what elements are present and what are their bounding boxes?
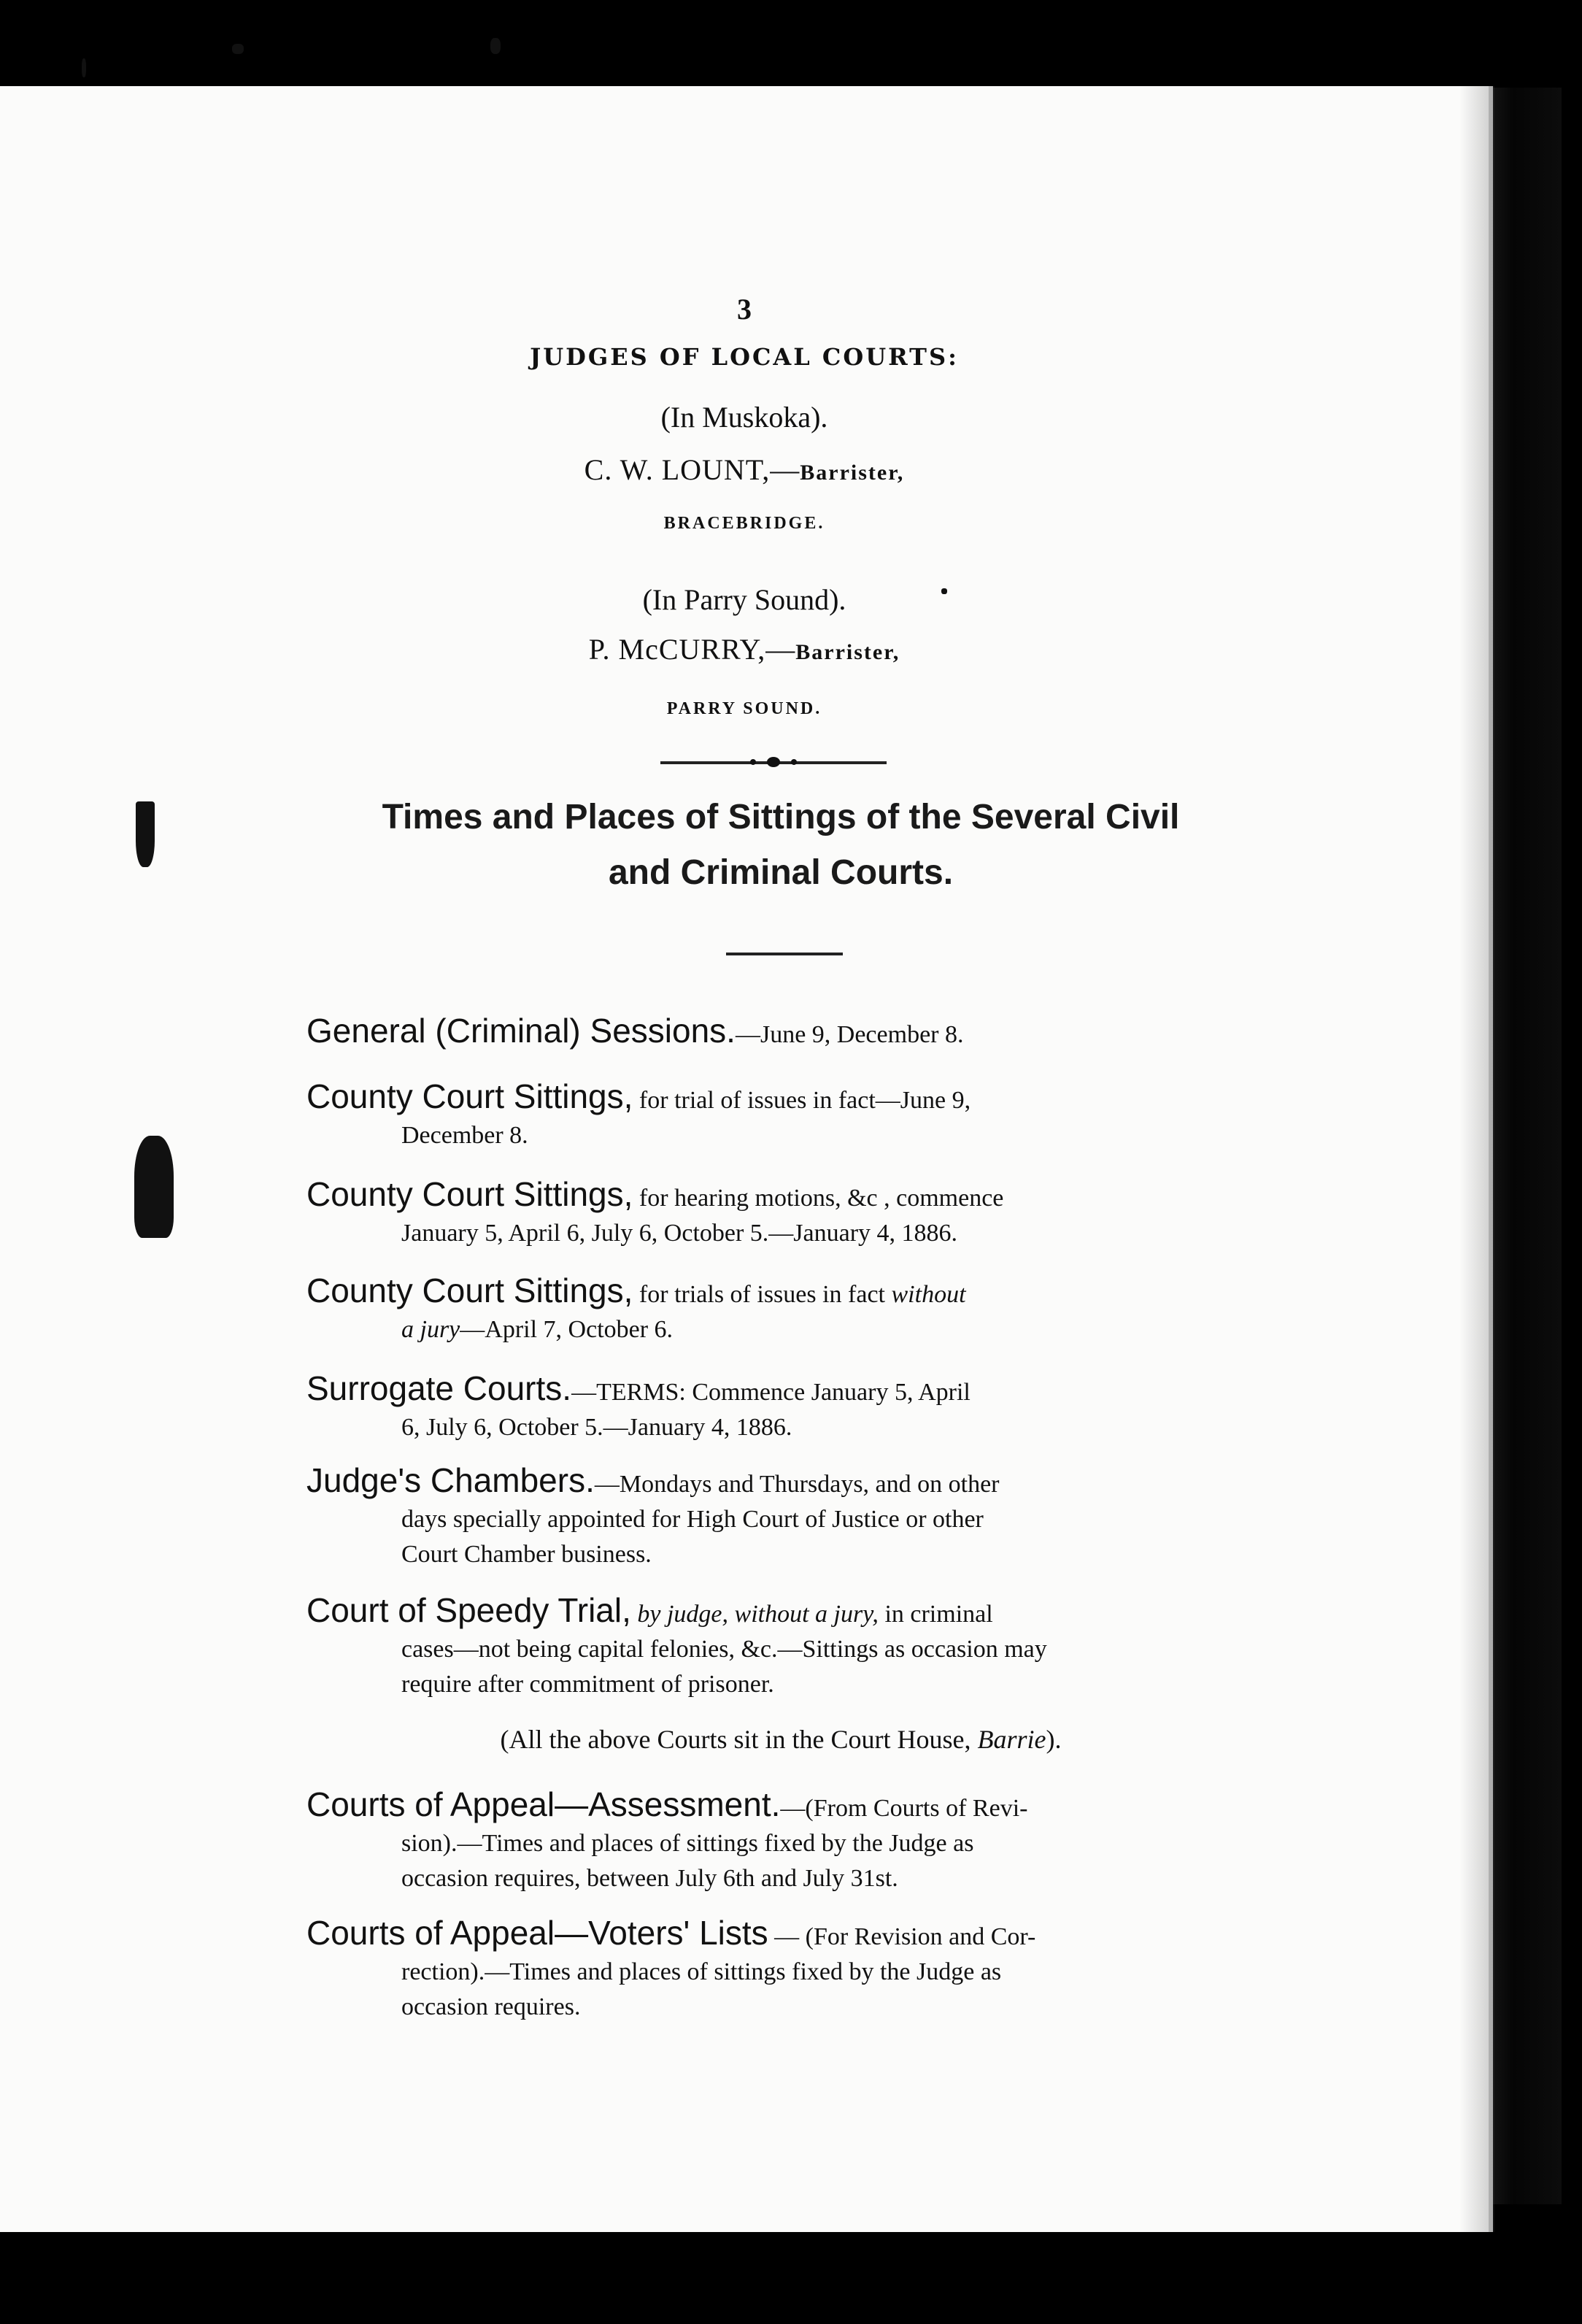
entry-lead: General (Criminal) Sessions. (306, 1012, 736, 1050)
judge-name (0, 632, 1489, 666)
entry-text: — (For Revision and Cor- (768, 1923, 1036, 1950)
scan-speck (134, 1136, 174, 1238)
entry-lead: Court of Speedy Trial, (306, 1591, 631, 1629)
court-entry (306, 1915, 1255, 2025)
entry-text: for trial of issues in fact—June 9, (638, 1087, 971, 1114)
court-entry (306, 1177, 1255, 1251)
entry-lead: Courts of Appeal—Assessment. (306, 1785, 781, 1823)
entry-italic: by judge, without a jury, (637, 1601, 879, 1628)
court-location-note (292, 1724, 1270, 1755)
entry-lead: County Court Sittings, (306, 1175, 633, 1213)
note-end: ). (1046, 1725, 1062, 1754)
scan-speck (82, 58, 86, 77)
section-rule (726, 953, 843, 955)
entry-continuation-text: —April 7, October 6. (460, 1316, 674, 1343)
entry-text: —(From Courts of Revi- (780, 1795, 1028, 1822)
judge-town: BRACEBRIDGE. (663, 514, 825, 533)
judge-title: Barrister, (800, 461, 905, 485)
entry-continuation: occasion requires. (401, 1993, 581, 2020)
entry-text: —TERMS: Commence January 5, April (571, 1379, 971, 1406)
ornament-dots (750, 755, 797, 769)
entry-italic: a jury (401, 1316, 460, 1343)
entry-continuation: December 8. (401, 1122, 528, 1149)
entry-lead: County Court Sittings, (306, 1077, 633, 1115)
court-entry (306, 1593, 1255, 1702)
page-number: 3 (737, 293, 752, 326)
judge-name (0, 453, 1489, 487)
judge-name-text: P. McCURRY,— (588, 633, 796, 666)
court-entry (306, 1463, 1255, 1572)
entry-text: for hearing motions, &c , commence (638, 1185, 1004, 1212)
entry-text: for trials of issues in fact (638, 1281, 885, 1308)
entry-lead: Surrogate Courts. (306, 1369, 572, 1407)
judge-title: Barrister, (795, 640, 900, 664)
entry-continuation (306, 1312, 1255, 1347)
section-title-line: and Criminal Courts. (608, 853, 954, 892)
entry-continuation: rection).—Times and places of sittings fixed by the Judge as (401, 1958, 1002, 1985)
note-text: (All the above Courts sit in the Court House, (500, 1725, 971, 1754)
entry-italic: without (891, 1281, 966, 1308)
entry-continuation: days specially appointed for High Court of Justice or other (401, 1506, 984, 1533)
note-italic: Barrie (977, 1725, 1046, 1754)
entry-continuation: cases—not being capital felonies, &c.—Sittings as occasion may (401, 1636, 1047, 1663)
entry-text: in criminal (884, 1601, 993, 1628)
judge-town: PARRY SOUND. (666, 699, 822, 718)
entry-continuation: occasion requires, between July 6th and July 31st. (401, 1865, 898, 1892)
judge-region: (In Muskoka). (660, 401, 828, 434)
entry-text: —Mondays and Thursdays, and on other (594, 1471, 1000, 1498)
judge-region: (In Parry Sound). (642, 583, 846, 616)
court-entry (306, 1787, 1255, 1896)
court-entry (306, 1273, 1255, 1347)
entry-lead: County Court Sittings, (306, 1271, 633, 1309)
entry-continuation: January 5, April 6, July 6, October 5.—January 4, 1886. (401, 1220, 958, 1247)
court-entry (306, 1013, 1255, 1053)
entry-continuation: require after commitment of prisoner. (401, 1671, 774, 1698)
entry-continuation: Court Chamber business. (401, 1541, 652, 1568)
entry-text: —June 9, December 8. (735, 1021, 964, 1048)
scan-speck (136, 801, 155, 867)
scan-speck (490, 38, 501, 54)
section-title (292, 790, 1270, 901)
section-title-line: Times and Places of Sittings of the Several Civil (382, 798, 1180, 836)
scan-speck (232, 44, 244, 54)
entry-lead: Judge's Chambers. (306, 1461, 595, 1499)
judge-name-text: C. W. LOUNT,— (584, 453, 800, 486)
court-entry (306, 1371, 1255, 1445)
entry-continuation: 6, July 6, October 5.—January 4, 1886. (401, 1414, 792, 1441)
entry-continuation: sion).—Times and places of sittings fixed by the Judge as (401, 1830, 974, 1857)
entry-lead: Courts of Appeal—Voters' Lists (306, 1914, 768, 1952)
court-entry (306, 1079, 1255, 1153)
judges-heading: JUDGES OF LOCAL COURTS: (530, 343, 959, 371)
